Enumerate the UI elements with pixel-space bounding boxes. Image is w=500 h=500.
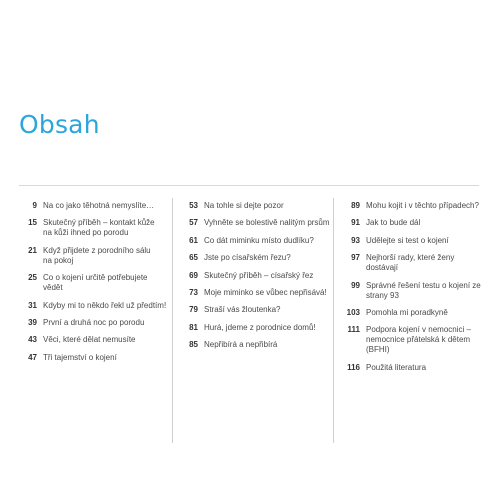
toc-page-number: 97 <box>351 253 360 263</box>
toc-entry[interactable] <box>341 253 483 273</box>
title-divider <box>19 185 479 186</box>
toc-page-number: 15 <box>28 218 37 228</box>
toc-entry-title <box>204 323 316 333</box>
toc-entry-title-line: Co o kojení určitě potřebujete <box>43 273 148 283</box>
toc-entry-title-line: Skutečný příběh – kontakt kůže <box>43 218 155 228</box>
toc-entry-title-line: Kdyby mi to někdo řekl už předtím! <box>43 300 167 310</box>
toc-entry-title <box>204 288 327 298</box>
toc-entry-title <box>43 201 154 211</box>
toc-entry-title <box>366 363 426 373</box>
toc-page-number: 89 <box>351 201 360 210</box>
toc-entry-title-line: Pomohla mi poradkyně <box>366 307 448 317</box>
toc-page-number: 39 <box>28 317 37 327</box>
toc-entry-title-line: Správné řešení testu o kojení ze <box>366 280 481 290</box>
toc-entry-title-line: Skutečný příběh – císařský řez <box>204 270 314 280</box>
toc-entry[interactable] <box>341 281 483 301</box>
toc-entry[interactable] <box>341 363 483 373</box>
toc-entry-title-line: Moje miminko se vůbec nepřisává! <box>204 287 327 297</box>
toc-entry[interactable] <box>180 288 332 298</box>
toc-entry-title <box>43 246 151 266</box>
toc-page-number: 81 <box>189 322 198 332</box>
toc-entry-title-line: Jak to bude dál <box>366 218 421 228</box>
toc-page-number: 9 <box>32 201 37 210</box>
toc-entry[interactable] <box>19 273 169 293</box>
toc-entry[interactable] <box>19 201 169 211</box>
toc-column-1 <box>19 201 169 370</box>
toc-entry-title-line: První a druhá noc po porodu <box>43 317 145 327</box>
toc-entry-title <box>43 335 136 345</box>
toc-entry-title <box>204 340 277 350</box>
toc-page-number: 103 <box>346 307 360 317</box>
toc-entry-title-line: nemocnice přátelská k dětem (BFHI) <box>366 335 471 355</box>
toc-entry-title <box>366 308 448 318</box>
toc-entry-title <box>366 218 420 228</box>
toc-entry-title <box>366 253 483 273</box>
toc-page-number: 31 <box>28 300 37 310</box>
toc-entry[interactable] <box>341 308 483 318</box>
toc-entry-title-line: Na co jako těhotná nemyslíte… <box>43 201 155 210</box>
toc-entry[interactable] <box>341 236 483 246</box>
toc-entry-title <box>204 305 280 315</box>
toc-entry-title-line: Nepřibírá a nepřibírá <box>204 340 278 350</box>
toc-entry[interactable] <box>19 246 169 266</box>
toc-entry-title <box>43 318 144 328</box>
toc-page-number: 99 <box>351 280 360 290</box>
toc-entry-title-line: vědět <box>43 283 63 293</box>
toc-entry-title <box>43 353 117 363</box>
toc-entry[interactable] <box>19 353 169 363</box>
toc-page-number: 25 <box>28 273 37 283</box>
toc-column-2 <box>180 201 332 358</box>
toc-entry-title <box>204 236 314 246</box>
toc-entry-title-line: Vyhněte se bolestivě nalitým prsům <box>204 218 330 228</box>
toc-page-number: 53 <box>189 201 198 210</box>
toc-entry[interactable] <box>19 301 169 311</box>
toc-page-number: 47 <box>28 352 37 362</box>
toc-entry-title <box>366 236 449 246</box>
toc-entry-title-line: Nejhorší rady, které ženy dostávají <box>366 253 455 273</box>
toc-page-number: 93 <box>351 235 360 245</box>
toc-entry[interactable] <box>341 218 483 228</box>
toc-entry-title-line: Straší vás žloutenka? <box>204 305 281 315</box>
toc-entry-title-line: Podpora kojení v nemocnici – <box>366 325 471 335</box>
toc-page-number: 61 <box>189 235 198 245</box>
toc-entry[interactable] <box>180 340 332 350</box>
toc-entry-title-line: Použitá literatura <box>366 362 427 372</box>
toc-entry[interactable] <box>180 201 332 211</box>
toc-entry-title <box>366 325 483 355</box>
toc-entry-title-line: Věci, které dělat nemusíte <box>43 335 136 345</box>
toc-entry-title <box>204 218 330 228</box>
toc-entry-title-line: na kůži ihned po porodu <box>43 228 129 238</box>
toc-page-number: 69 <box>189 270 198 280</box>
column-divider <box>172 198 173 443</box>
toc-entry[interactable] <box>180 236 332 246</box>
column-divider <box>333 198 334 443</box>
toc-entry-title-line: strany 93 <box>366 290 399 300</box>
toc-entry-title-line: Udělejte si test o kojení <box>366 235 449 245</box>
toc-entry-title-line: Tři tajemství o kojení <box>43 352 117 362</box>
page-title: Obsah <box>19 110 100 139</box>
toc-entry-title-line: Mohu kojit i v těchto případech? <box>366 201 479 210</box>
toc-page-number: 21 <box>28 245 37 255</box>
toc-entry-title <box>204 253 291 263</box>
toc-entry[interactable] <box>180 253 332 263</box>
toc-entry-title <box>204 271 313 281</box>
toc-entry[interactable] <box>19 318 169 328</box>
toc-entry-title <box>43 218 155 238</box>
toc-entry[interactable] <box>341 325 483 355</box>
toc-page-number: 116 <box>347 362 360 372</box>
toc-entry[interactable] <box>180 323 332 333</box>
toc-entry[interactable] <box>19 218 169 238</box>
toc-entry[interactable] <box>341 201 483 211</box>
toc-page-number: 79 <box>189 305 198 315</box>
toc-entry-title <box>43 273 148 293</box>
toc-page-number: 73 <box>189 287 198 297</box>
toc-entry-title <box>204 201 284 211</box>
toc-entry-title-line: Když přijdete z porodního sálu <box>43 245 151 255</box>
toc-entry-title-line: Hurá, jdeme z porodnice domů! <box>204 322 316 332</box>
toc-entry-title <box>43 301 166 311</box>
toc-entry-title-line: na pokoj <box>43 255 74 265</box>
toc-entry-title <box>366 281 481 301</box>
toc-entry[interactable] <box>19 335 169 345</box>
toc-page-number: 65 <box>189 253 198 263</box>
toc-page-number: 91 <box>351 218 360 228</box>
toc-entry[interactable] <box>180 218 332 228</box>
toc-page-number: 43 <box>28 335 37 345</box>
toc-entry[interactable] <box>180 271 332 281</box>
toc-entry-title <box>366 201 479 211</box>
toc-page-number: 111 <box>347 325 360 335</box>
toc-entry-title-line: Jste po císařském řezu? <box>204 253 291 263</box>
toc-column-3 <box>341 201 483 380</box>
toc-page-number: 57 <box>189 218 198 228</box>
toc-page-number: 85 <box>189 340 198 350</box>
toc-entry-title-line: Na tohle si dejte pozor <box>204 201 284 210</box>
toc-entry-title-line: Co dát miminku místo dudlíku? <box>204 235 314 245</box>
toc-entry[interactable] <box>180 305 332 315</box>
